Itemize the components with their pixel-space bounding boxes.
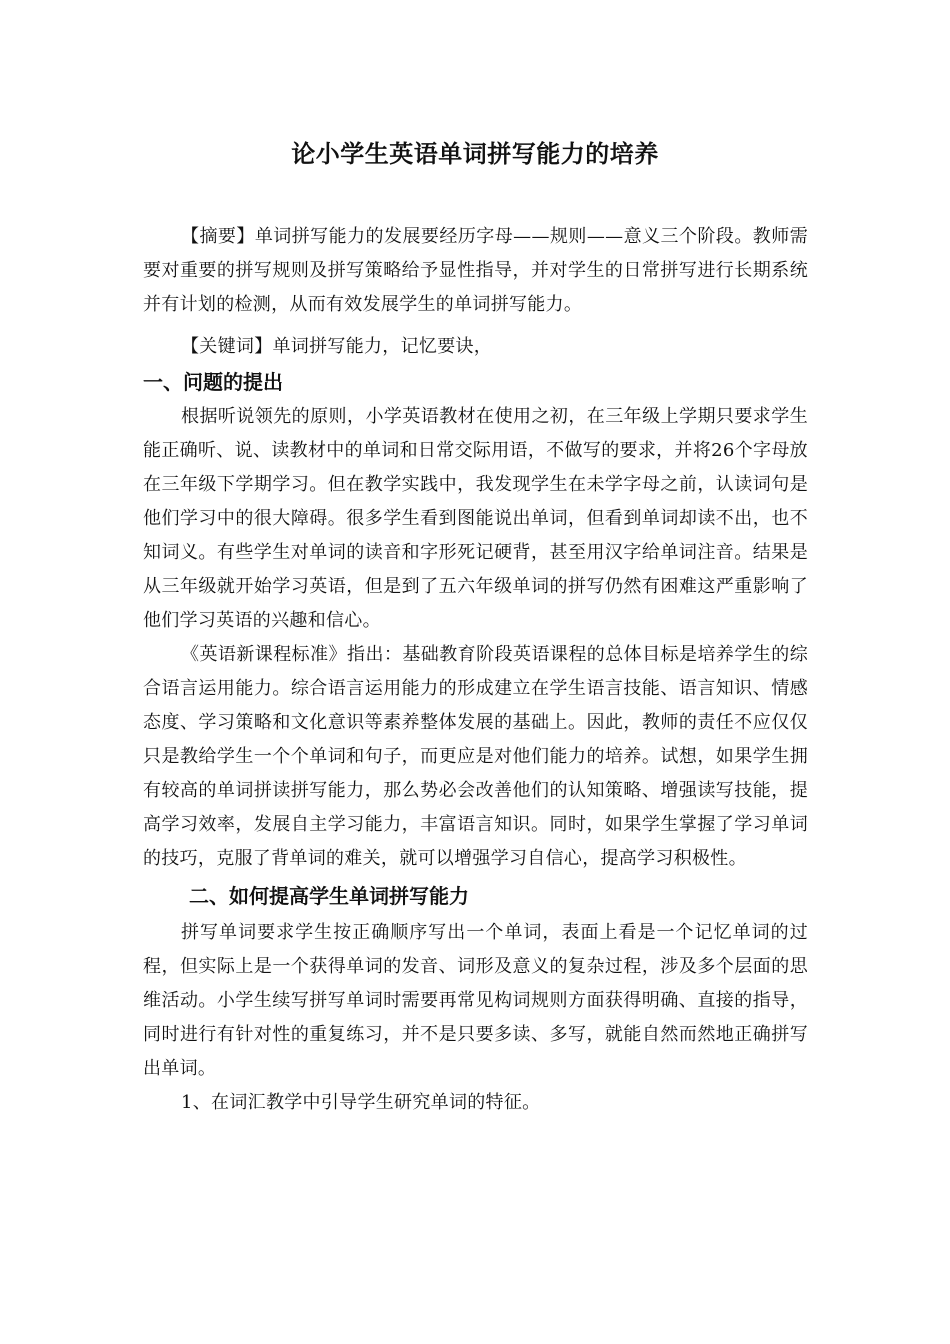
abstract-paragraph: 【摘要】单词拼写能力的发展要经历字母——规则——意义三个阶段。教师需要对重要的拼写规则及拼写策略给予显性指导，并对学生的日常拼写进行长期系统并有计划的检测，从而有效发展学生的单词拼写能力。 — [143, 226, 808, 315]
section1-paragraph-1: 根据听说领先的原则，小学英语教材在使用之初，在三年级上学期只要求学生能正确听、说、读教材中的单词和日常交际用语，不做写的要求，并将26个字母放在三年级下学期学习。但在教学实践中，我发现学生在未学字母之前，认读词句是他们学习中的很大障碍。很多学生看到图能说出单词，但看到单词却读不出，也不知词义。有些学生对单词的读音和字形死记硬背，甚至用汉字给单词注音。结果是从三年级就开始学习英语，但是到了五六年级单词的拼写仍然有困难这严重影响了他们学习英语的兴趣和信心。 — [143, 406, 808, 631]
document-title: 论小学生英语单词拼写能力的培养 — [291, 140, 659, 168]
section2-paragraph-1: 拼写单词要求学生按正确顺序写出一个单词，表面上看是一个记忆单词的过程，但实际上是一个获得单词的发音、词形及意义的复杂过程，涉及多个层面的思维活动。小学生续写拼写单词时需要再常见构词规则方面获得明确、直接的指导，同时进行有针对性的重复练习，并不是只要多读、多写，就能自然而然地正确拼写出单词。 — [143, 922, 808, 1079]
section2-list-item-1: 1、在词汇教学中引导学生研究单词的特征。 — [181, 1092, 541, 1113]
document-body — [143, 220, 808, 1120]
section2-heading: 二、如何提高学生单词拼写能力 — [189, 884, 469, 908]
section1-paragraph-2: 《英语新课程标准》指出：基础教育阶段英语课程的总体目标是培养学生的综合语言运用能力。综合语言运用能力的形成建立在学生语言技能、语言知识、情感态度、学习策略和文化意识等素养整体发展的基础上。因此，教师的责任不应仅仅只是教给学生一个个单词和句子，而更应是对他们能力的培养。试想，如果学生拥有较高的单词拼读拼写能力，那么势必会改善他们的认知策略、增强读写技能，提高学习效率，发展自主学习能力，丰富语言知识。同时，如果学生掌握了学习单词的技巧，克服了背单词的难关，就可以增强学习自信心，提高学习积极性。 — [143, 644, 808, 869]
section1-heading: 一、问题的提出 — [143, 370, 283, 394]
keywords-paragraph: 【关键词】单词拼写能力，记忆要诀， — [181, 336, 493, 357]
